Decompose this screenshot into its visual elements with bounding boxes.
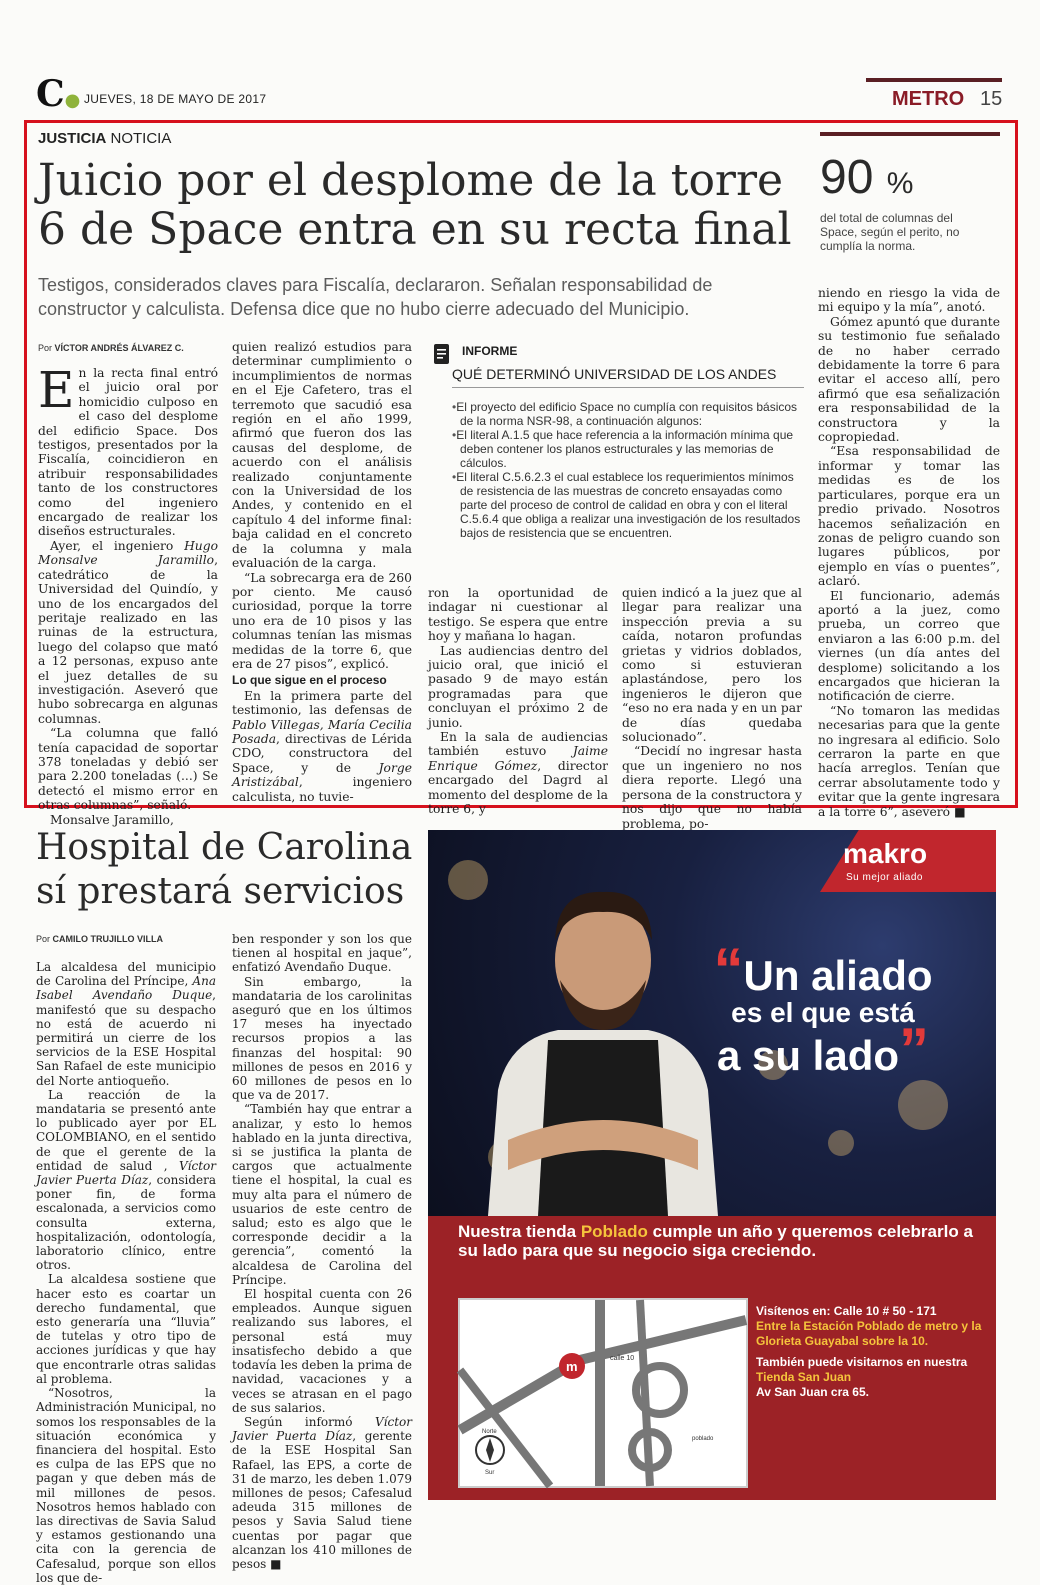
stat-caption: del total de columnas del Space, según el perito, no cumplía la norma. <box>820 211 960 253</box>
document-icon <box>432 343 452 365</box>
article-column-5: niendo en riesgo la vida de mi equipo y la mía”, anotó. Gómez apuntó que durante su testimonio fue señalado de no haber cerrado debidamente la torre 6 para evitar el acceso allí, pero afirmó que esa señalización era responsabilidad de la constructora y la copropiedad. “Esa responsabilidad de informar y tomar las medidas es de los particulares, porque era un predio privado. Nosotros hacemos señalización en zonas de peligro cuando son lugares públicos, por ejemplo en vías o puentes”, aclaró. El funcionario, además aportó a la juez, como prueba, un correo que enviaron a las 6:00 p.m. del viernes (un día antes del desplome) solicitando a los encargados que hicieran la notificación de cierre. “No tomaron las medidas necesarias para que la gente no ingresara al edificio. Solo cerraron la parte en que hacía arreglos. Tenían que cerrar absolutamente todo y evitar que la gente ingresara a la torre 6”, aseveró ■ <box>818 286 1000 819</box>
article-deck: Testigos, considerados claves para Fiscalía, declararon. Señalan responsabilidad de constructor y calculista. Defensa dice que no hubo cierre adecuado del Municipio. <box>38 275 713 319</box>
section-bar <box>866 78 1002 82</box>
svg-text:m: m <box>566 1359 578 1374</box>
article-column-2: quien realizó estudios para determinar cumplimiento o incumplimientos de normas en el Eje Cafetero, tras el terremoto que sacudió esa región en el año 1999, afirmó que fueron dos las causas del desplome, de acuerdo con el análisis realizado conjuntamente con la Universidad de los Andes, y contenido en el capítulo 4 del informe final: baja calidad en el concreto de la columna y mala evaluación de la carga. “La sobrecarga era de 260 por ciento. Me causó curiosidad, porque la torre uno era de 10 pisos y las columnas tenían las mismas medidas de la torre 6, que era de 27 pisos”, explicó. Lo que sigue en el proceso En la primera parte del testimonio, las defensas de Pablo Villegas, María Cecilia Posada, directivas de Lérida CDO, constructora del Space, y de Jorge Aristizábal, ingeniero calculista, no tuvie- <box>232 340 412 804</box>
svg-text:Norte: Norte <box>482 1429 497 1435</box>
svg-text:Sur: Sur <box>485 1470 495 1476</box>
article2-column-2: ben responder y son los que tienen al hospital en jaque”, enfatizó Avendaño Duque. Sin embargo, la mandataria de los carolinitas aseguró que en los últimos 17 meses ha inyectado recursos propios a las finanzas del hospital: 90 millones de pesos en 2016 y 60 millones de pesos en lo que va de 2017. “También hay que entrar a analizar, y esto lo hemos hablado en la junta directiva, si se justifica la planta de cargos que actualmente tiene el hospital, la cual es muy alta para el número de usuarios de este centro de salud; esto es algo que le corresponde decidir a la gerencia”, comentó la alcaldesa de Carolina del Príncipe. El hospital cuenta con 26 empleados. Aunque siguen realizando sus labores, el personal está muy insatisfecho debido a que todavía les deben la prima de navidad, vacaciones y a veces se atrasan en el pago de sus salarios. Según informó Víctor Javier Puerta Díaz, gerente de la ESE Hospital San Rafael, las EPS, a corte de 31 de marzo, les deben 1.079 millones de pesos; Cafesalud adeuda 315 millones de pesos y Savia Salud tiene cuentas por pagar que alcanzan los 410 millones de pesos ■ <box>232 932 412 1571</box>
article2-headline: Hospital de Carolina sí prestará servicios <box>36 827 413 912</box>
newspaper-logo: C● <box>36 73 81 115</box>
store-location-map <box>458 1298 748 1488</box>
article-column-4: quien indicó a la juez que al llegar para realizar una inspección previa a su caída, notaron profundas grietas y vidrios doblados, como si estuvieran aplastándose, pero los ingenieros le dijeron que “eso no era nada y en un par de días quedaba solucionado”. “Decidí no ingresar hasta que un ingeniero no nos diera reporte. Llegó una persona de la constructora y nos dijo que no había problema, po- <box>622 586 802 831</box>
section-subhead: Lo que sigue en el proceso <box>232 673 387 688</box>
infobox-list <box>452 400 804 540</box>
section-label: METRO <box>892 88 965 110</box>
list-item: • El proyecto del edificio Space no cumplía con requisitos básicos de la norma NSR-98, a continuación algunos: <box>452 400 804 428</box>
svg-text:calle 10: calle 10 <box>610 1355 635 1362</box>
article-headline: Juicio por el desplome de la torre 6 de Space entra en su recta final <box>38 155 792 255</box>
stat-value: 90 % <box>820 151 914 204</box>
list-item: • El literal C.5.6.2.3 el cual establece los requerimientos mínimos de resistencia de las muestras de concreto ensayadas como parte del proceso de control de calidad en obra y con el literal C.5.6.4 que obliga a realizar una investigación de los resultados bajos de resistencia que se encuentren. <box>452 470 804 540</box>
stat-rule <box>820 132 1000 136</box>
article-kicker: JUSTICIA NOTICIA <box>38 130 172 147</box>
makro-logo: makro <box>843 838 928 869</box>
article-byline: Por VÍCTOR ANDRÉS ÁLVAREZ C. <box>38 343 184 353</box>
page-number: 15 <box>980 88 1003 110</box>
ad-visit-info: Visítenos en: Calle 10 # 50 - 171 Entre la Estación Poblado de metro y la Glorieta Guayabal sobre la 10. También puede visitarnos en nuestra Tienda San Juan Av San Juan cra 65. <box>756 1304 982 1399</box>
makro-tagline: Su mejor aliado <box>846 872 923 883</box>
ad-slogan: “Un aliado es el que está a su lado” <box>713 936 933 1083</box>
drop-cap: E <box>38 361 75 419</box>
svg-text:poblado: poblado <box>692 1436 714 1442</box>
makro-advertisement <box>428 830 996 1500</box>
list-item: • El literal A.1.5 que hace referencia a la información mínima que deben contener los planos estructurales y las memorias de cálculos. <box>452 428 804 470</box>
ad-promo-text: Nuestra tienda Poblado cumple un año y queremos celebrarlo a su lado para que su negocio siga creciendo. <box>458 1222 973 1260</box>
page-date: JUEVES, 18 DE MAYO DE 2017 <box>84 92 267 106</box>
infobox-label: INFORME <box>462 344 518 358</box>
article-column-1: En la recta final entró el juicio oral por homicidio culposo en el caso del desplome del edificio Space. Dos testigos, presentados por la Fiscalía, coincidieron en atribuir responsabilidades tanto de los constructores como del ingeniero encargado de realizar los diseños estructurales. Ayer, el ingeniero Hugo Monsalve Jaramillo, catedrático de la Universidad del Quindío, y uno de los encargados del peritaje realizado en las ruinas de la estructura, luego del colapso que mató a 12 personas, expuso ante el juez detalles de su investigación. Aseveró que hubo sobrecarga en algunas columnas. “La columna que falló tenía capacidad de soportar 378 toneladas y debió ser para 2.200 toneladas (...) Se detectó el mismo error en otras columnas”, señaló. Monsalve Jaramillo, <box>38 361 218 827</box>
infobox-divider <box>452 387 804 388</box>
article-column-3: ron la oportunidad de indagar ni cuestionar al testigo. Se espera que entre hoy y mañana lo hagan. Las audiencias dentro del juicio oral, que inició el pasado 9 de mayo están programadas para que concluyan el próximo 2 de junio. En la sala de audiencias también estuvo Jaime Enrique Gómez, director encargado del Dagrd al momento del desplome de la torre 6, y <box>428 586 608 817</box>
article2-column-1: La alcaldesa del municipio de Carolina del Príncipe, Ana Isabel Avendaño Duque, manifestó que su despacho no está de acuerdo ni permitirá un cierre de los servicios de la ESE Hospital San Rafael de este municipio del Norte antioqueño. La reacción de la mandataria se presentó ante lo publicado ayer por EL COLOMBIANO, en el sentido de que el gerente de la entidad de salud , Víctor Javier Puerta Díaz, considera poner fin, de forma escalonada, a servicios como consulta externa, hospitalización, odontología, laboratorio clínico, entre otros. La alcaldesa sostiene que hacer esto es coartar un derecho fundamental, que esto generaría una “lluvia” de tutelas y otro tipo de acciones jurídicas y que hay que encontrarle otras salidas al problema. “Nosotros, la Administración Municipal, no somos los responsables de la situación económica y financiera del hospital. Esto es culpa de las EPS que no pagan y que deben más de mil millones de pesos. Nosotros hemos hablado con las directivas de Savia Salud y estamos gestionando una cita con la gerencia de Cafesalud, porque son ellos los que de- <box>36 960 216 1585</box>
article2-byline: Por CAMILO TRUJILLO VILLA <box>36 934 164 944</box>
infobox-title: QUÉ DETERMINÓ UNIVERSIDAD DE LOS ANDES <box>452 366 777 382</box>
map-drawing <box>460 1300 746 1486</box>
